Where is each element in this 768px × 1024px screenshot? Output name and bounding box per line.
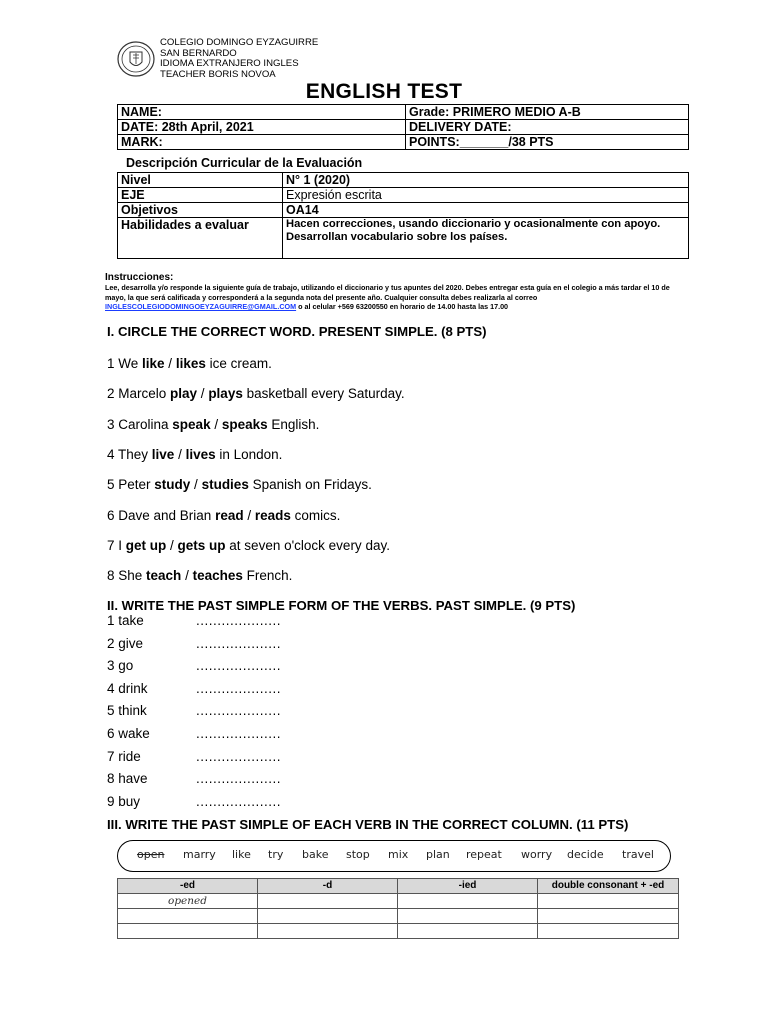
name-field[interactable]: NAME: [118, 105, 406, 120]
verb-label: 3 go [107, 658, 134, 674]
verb-label: 2 give [107, 635, 144, 651]
item-text: 5 Peter [107, 477, 155, 493]
grade-field: Grade: PRIMERO MEDIO A-B [406, 105, 689, 120]
verb-label: 4 drink [107, 680, 148, 696]
option-b[interactable]: studies [201, 477, 249, 493]
word-bank-item: try [268, 848, 284, 861]
column-header: -ed [118, 879, 258, 894]
section-1-title: I. CIRCLE THE CORRECT WORD. PRESENT SIMPLE. (8 PTS) [107, 324, 487, 339]
student-info-table [117, 104, 689, 150]
instructions-part: Lee, desarrolla y/o responde la siguiente guía de trabajo, utilizando el diccionario y tus apuntes del 2020. Debes entregar esta guía en el colegio a más tardar el 10 de mayo, la que será calificada y corresponderá a la segunda nota del presente año. Cualquier consulta debes realizarla al correo [105, 283, 670, 302]
answer-blank[interactable]: .................... [196, 703, 282, 719]
page-title: ENGLISH TEST [305, 80, 463, 103]
option-b[interactable]: reads [254, 507, 291, 523]
mark-field[interactable]: MARK: [118, 135, 406, 150]
skill-line: Hacen correcciones, usando diccionario y ocasionalmente con apoyo. [286, 218, 661, 230]
word-bank-item: decide [567, 848, 604, 861]
exercise-item [107, 386, 405, 401]
school-line: IDIOMA EXTRANJERO INGLES [160, 58, 299, 70]
option-separator: / [164, 356, 176, 371]
item-text: Spanish on Fridays. [248, 477, 372, 493]
column-header: -ied [398, 879, 538, 894]
word-bank-item: stop [346, 848, 370, 861]
word-bank-item: travel [622, 848, 654, 861]
option-b[interactable]: likes [175, 356, 206, 371]
answer-cell[interactable] [258, 909, 398, 924]
exercise-item [107, 568, 292, 583]
option-a[interactable]: get up [125, 537, 167, 553]
item-text: 1 We [107, 356, 143, 371]
item-text: 2 Marcelo [107, 386, 171, 402]
option-a[interactable]: study [154, 477, 191, 493]
school-line: SAN BERNARDO [160, 47, 237, 59]
curriculum-table [117, 172, 689, 259]
word-bank-item: repeat [466, 848, 502, 861]
answer-cell[interactable] [118, 909, 258, 924]
word-bank-item: bake [302, 848, 329, 861]
exercise-item [107, 417, 319, 432]
answer-blank[interactable]: .................... [196, 793, 282, 809]
option-separator: / [197, 386, 209, 402]
answer-blank[interactable]: .................... [196, 635, 282, 651]
option-separator: / [243, 507, 255, 523]
option-b[interactable]: plays [208, 386, 243, 402]
exercise-item [107, 447, 282, 462]
column-header: -d [258, 879, 398, 894]
item-text: 7 I [107, 537, 126, 553]
curriculum-value: OA14 [283, 203, 689, 218]
option-b[interactable]: gets up [177, 537, 226, 553]
column-header: double consonant + -ed [538, 879, 679, 894]
verb-label: 6 wake [107, 726, 150, 741]
instructions-heading: Instrucciones: [105, 272, 174, 283]
item-text: 6 Dave and Brian [107, 507, 216, 523]
item-text: English. [267, 416, 320, 432]
date-field: DATE: 28th April, 2021 [118, 120, 406, 135]
option-b[interactable]: lives [185, 446, 216, 462]
option-a[interactable]: teach [146, 568, 182, 584]
item-text: basketball every Saturday. [242, 386, 405, 402]
answer-blank[interactable]: .................... [196, 613, 282, 628]
verb-label: 5 think [107, 703, 147, 719]
school-info [160, 38, 318, 80]
school-line: TEACHER BORIS NOVOA [160, 68, 276, 80]
answer-cell[interactable] [258, 894, 398, 909]
answer-cell[interactable] [398, 909, 538, 924]
verb-label: 8 have [107, 771, 148, 787]
option-b[interactable]: speaks [221, 416, 268, 432]
word-bank-item: worry [521, 848, 553, 861]
curriculum-value: Expresión escrita [283, 188, 689, 203]
option-separator: / [181, 568, 193, 584]
section-3-title: III. WRITE THE PAST SIMPLE OF EACH VERB IN THE CORRECT COLUMN. (11 PTS) [107, 817, 629, 832]
answer-cell[interactable] [538, 894, 679, 909]
answer-cell[interactable] [398, 924, 538, 939]
example-answer: opened [118, 894, 258, 909]
curriculum-heading: Descripción Curricular de la Evaluación [126, 156, 363, 170]
option-b[interactable]: teaches [192, 568, 243, 584]
answer-cell[interactable] [538, 924, 679, 939]
answer-cell[interactable] [538, 909, 679, 924]
verb-column-table [117, 878, 679, 939]
option-a[interactable]: speak [172, 416, 211, 432]
answer-cell[interactable] [398, 894, 538, 909]
delivery-date-field[interactable]: DELIVERY DATE: [406, 120, 689, 135]
answer-blank[interactable]: .................... [196, 680, 282, 696]
answer-cell[interactable] [258, 924, 398, 939]
item-text: in London. [215, 446, 283, 462]
answer-blank[interactable]: .................... [196, 748, 282, 764]
instructions-part: o al celular +569 63200550 en horario de 14.00 hasta las 17.00 [296, 302, 509, 311]
option-a[interactable]: like [142, 356, 165, 371]
item-text: comics. [290, 507, 341, 523]
curriculum-label: Nivel [118, 173, 283, 188]
curriculum-value [283, 218, 689, 259]
word-bank-item: like [232, 848, 251, 861]
exercise-item [107, 477, 372, 492]
item-text: French. [242, 568, 293, 584]
option-a[interactable]: read [215, 507, 244, 523]
exercise-item [107, 538, 390, 553]
answer-blank[interactable]: .................... [196, 658, 282, 674]
curriculum-value: N° 1 (2020) [283, 173, 689, 188]
verb-label: 9 buy [107, 793, 141, 809]
item-text: 8 She [107, 568, 147, 584]
option-separator: / [166, 537, 178, 553]
item-text: 4 They [107, 446, 152, 462]
word-bank-item: mix [388, 848, 409, 861]
skill-line: Desarrollan vocabulario sobre los países. [286, 230, 508, 243]
item-text: ice cream. [205, 356, 272, 371]
answer-blank[interactable]: .................... [196, 771, 282, 787]
points-field[interactable]: POINTS:_______/38 PTS [406, 135, 689, 150]
option-separator: / [210, 416, 222, 432]
exercise-item [107, 356, 272, 371]
option-a[interactable]: live [151, 446, 175, 462]
curriculum-label: Habilidades a evaluar [118, 218, 283, 259]
section-2-title: II. WRITE THE PAST SIMPLE FORM OF THE VERBS. PAST SIMPLE. (9 PTS) [107, 598, 576, 613]
verb-label: 7 ride [107, 748, 141, 764]
school-logo [116, 40, 156, 78]
option-a[interactable]: play [170, 386, 198, 402]
exercise-item [107, 508, 340, 523]
verb-label: 1 take [107, 613, 144, 628]
answer-cell[interactable] [118, 924, 258, 939]
word-bank-item: marry [183, 848, 216, 861]
word-bank-item: open [137, 848, 165, 861]
instructions-text [105, 283, 685, 312]
curriculum-label: EJE [118, 188, 283, 203]
word-bank-item: plan [426, 848, 450, 861]
curriculum-label: Objetivos [118, 203, 283, 218]
option-separator: / [174, 446, 186, 462]
email-link[interactable]: INGLESCOLEGIODOMINGOEYZAGUIRRE@GMAIL.COM [105, 302, 297, 311]
option-separator: / [190, 477, 202, 493]
item-text: 3 Carolina [107, 416, 173, 432]
item-text: at seven o'clock every day. [225, 537, 390, 553]
answer-blank[interactable]: .................... [196, 726, 282, 741]
school-line: COLEGIO DOMINGO EYZAGUIRRE [160, 37, 319, 48]
